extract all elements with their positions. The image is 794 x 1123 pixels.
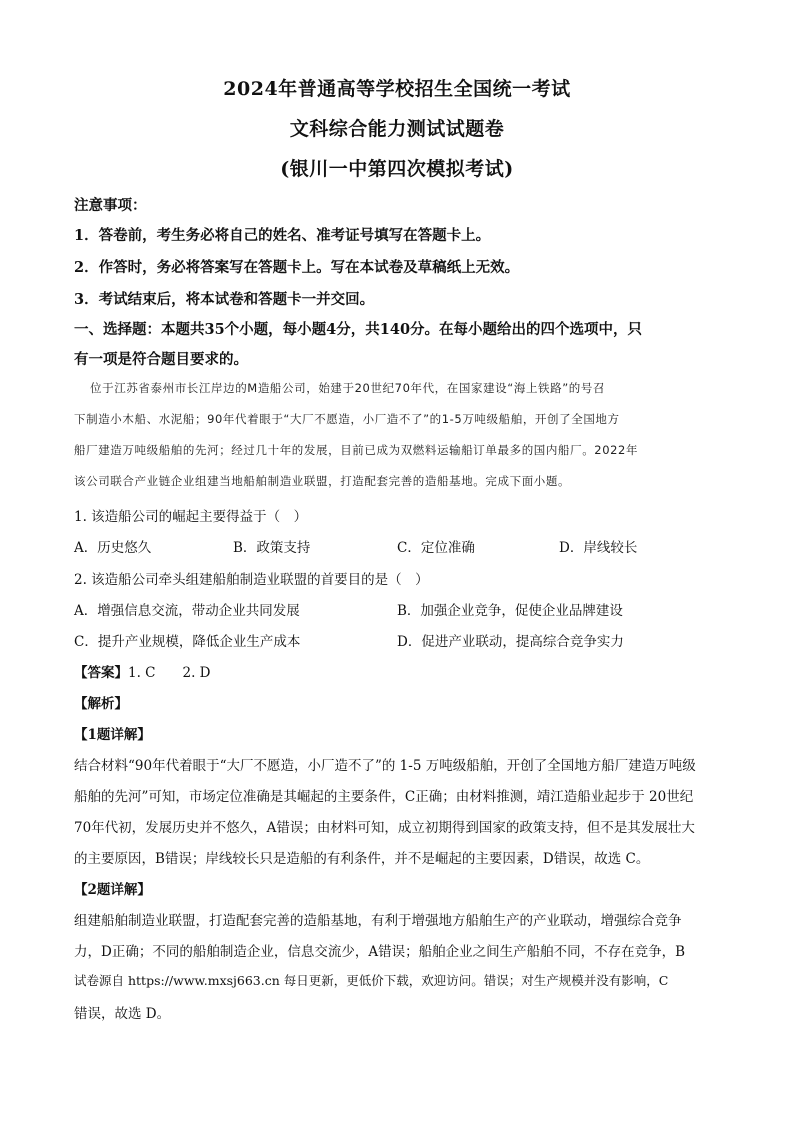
answer-label: 【答案】	[74, 665, 128, 681]
question-2-option-c: C．提升产业规模，降低企业生产成本	[74, 634, 301, 650]
notice-item: 1．答卷前，考生务必将自己的姓名、准考证号填写在答题卡上。	[74, 227, 491, 244]
question-1-option-a: A．历史悠久	[74, 540, 152, 556]
question-2-option-b: B．加强企业竞争，促使企业品牌建设	[397, 603, 623, 619]
notice-heading: 注意事项：	[74, 197, 147, 214]
exam-title: 2024年普通高等学校招生全国统一考试	[223, 78, 571, 100]
question-1-stem: 1. 该造船公司的崛起主要得益于（ ）	[74, 509, 308, 525]
exam-session: (银川一中第四次模拟考试)	[280, 158, 514, 180]
notice-item: 2．作答时，务必将答案写在答题卡上。写在本试卷及草稿纸上无效。	[74, 259, 520, 276]
detail-1-line: 的主要原因，B错误；岸线较长只是造船的有利条件，并不是崛起的主要因素，D错误，故选 C。	[74, 851, 650, 867]
passage-line: 下制造小木船、水泥船；90年代着眼于“大厂不愿造，小厂造不了”的1-5万吨级船舶，开创了全国地方	[74, 412, 620, 426]
question-2-stem: 2. 该造船公司牵头组建船舶制造业联盟的首要目的是（ ）	[74, 572, 429, 588]
detail-2-line: 组建船舶制造业联盟，打造配套完善的造船基地，有利于增强地方船舶生产的产业联动，增强综合竞争	[74, 913, 682, 929]
detail-1-line: 70年代初，发展历史并不悠久，A错误；由材料可知，成立初期得到国家的政策支持，但不是其发展壮大	[74, 820, 695, 836]
detail-2-line: 试卷源自 https://www.mxsj663.cn 每日更新，更低价下载，欢迎访问。错误；对生产规模并没有影响，C	[74, 973, 669, 988]
detail-1-label: 【1题详解】	[74, 727, 151, 743]
analysis-label: 【解析】	[74, 696, 128, 712]
detail-1-line: 结合材料“90年代着眼于“大厂不愿造，小厂造不了”的 1-5 万吨级船舶，开创了全国地方船厂建造万吨级	[74, 758, 696, 774]
detail-2-label: 【2题详解】	[74, 882, 151, 898]
question-1-option-c: C．定位准确	[397, 540, 475, 556]
question-2-option-d: D．促进产业联动，提高综合竞争实力	[397, 634, 624, 650]
question-1-option-b: B．政策支持	[233, 540, 311, 556]
question-1-option-d: D．岸线较长	[559, 540, 638, 556]
question-2-option-a: A．增强信息交流，带动企业共同发展	[74, 603, 300, 619]
detail-2-line: 错误，故选 D。	[74, 1006, 171, 1022]
passage-line: 该公司联合产业链企业组建当地船舶制造业联盟，打造配套完善的造船基地。完成下面小题。	[74, 474, 571, 488]
detail-1-line: 船舶的先河”可知，市场定位准确是其崛起的主要条件，C正确；由材料推测，靖江造船业起步于 20世纪	[74, 789, 694, 805]
section-heading-cont: 有一项是符合题目要求的。	[74, 351, 248, 368]
section-heading: 一、选择题：本题共35个小题，每小题4分，共140分。在每小题给出的四个选项中，只	[74, 321, 643, 338]
exam-subtitle: 文科综合能力测试试题卷	[289, 118, 505, 140]
passage-line: 船厂建造万吨级船舶的先河；经过几十年的发展，目前已成为双燃料运输船订单最多的国内船厂。2022年	[74, 443, 639, 457]
detail-2-line: 力，D正确；不同的船舶制造企业，信息交流少，A错误；船舶企业之间生产船舶不同，不存在竞争，B	[74, 944, 685, 960]
notice-item: 3．考试结束后，将本试卷和答题卡一并交回。	[74, 291, 375, 308]
answer-line	[74, 661, 724, 681]
answer-text: 1. C 2. D	[128, 665, 211, 681]
passage-line: 位于江苏省泰州市长江岸边的M造船公司，始建于20世纪70年代，在国家建设“海上铁路”的号召	[90, 381, 606, 395]
